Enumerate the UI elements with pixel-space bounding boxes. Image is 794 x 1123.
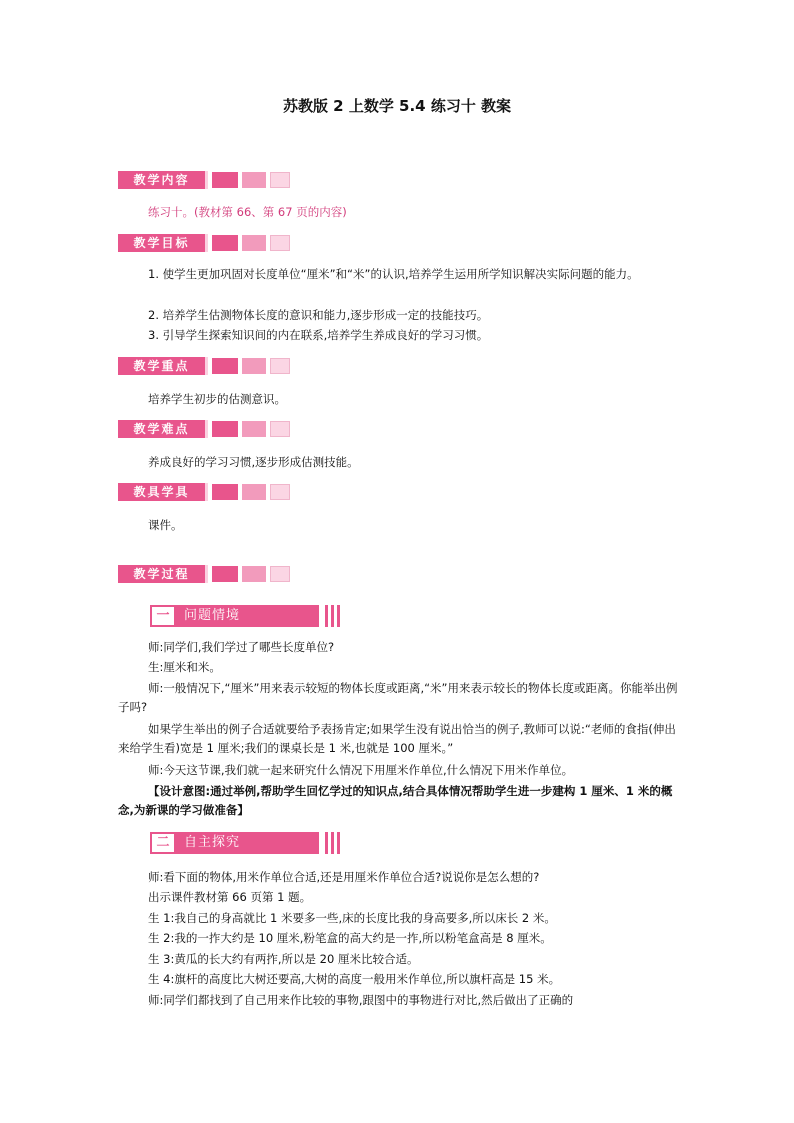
decor-square <box>212 358 238 374</box>
dialog-line: 师:同学们都找到了自己用来作比较的事物,跟图中的事物进行对比,然后做出了正确的 <box>148 993 574 1007</box>
difficulty-text: 养成良好的学习习惯,逐步形成估测技能。 <box>148 455 359 469</box>
decor-square <box>242 358 266 374</box>
section-header-process <box>118 564 290 584</box>
decor-square <box>270 421 290 437</box>
section-header-difficulty <box>118 419 290 439</box>
subsection-number: 一 <box>150 605 176 627</box>
section-label: 教具学具 <box>118 483 208 501</box>
decor-square <box>242 566 266 582</box>
dialog-line: 生 2:我的一拃大约是 10 厘米,粉笔盒的高大约是一拃,所以粉笔盒高是 8 厘米。 <box>148 931 552 945</box>
decor-square <box>212 235 238 251</box>
decor-square <box>242 421 266 437</box>
key-text: 培养学生初步的估测意识。 <box>148 392 286 406</box>
goal-item: 3. 引导学生探索知识间的内在联系,培养学生养成良好的学习习惯。 <box>148 328 489 342</box>
decor-square <box>242 484 266 500</box>
dialog-line: 生:厘米和米。 <box>148 660 221 674</box>
section-label: 教学重点 <box>118 357 208 375</box>
section-label: 教学难点 <box>118 420 208 438</box>
subsection-label: 自主探究 <box>176 832 319 854</box>
section-header-key <box>118 356 290 376</box>
design-intent: 【设计意图:通过举例,帮助学生回忆学过的知识点,结合具体情况帮助学生进一步建构 1 厘米、1 米的概念,为新课的学习做准备】 <box>118 784 673 817</box>
decor-square <box>212 172 238 188</box>
decor-square <box>242 235 266 251</box>
dialog-line: 师:同学们,我们学过了哪些长度单位? <box>148 640 335 654</box>
goal-item: 1. 使学生更加巩固对长度单位“厘米”和“米”的认识,培养学生运用所学知识解决实际问题的能力。 <box>148 267 639 281</box>
decor-square <box>270 566 290 582</box>
subsection-label: 问题情境 <box>176 605 319 627</box>
dialog-line: 生 1:我自己的身高就比 1 米要多一些,床的长度比我的身高要多,所以床长 2 米。 <box>148 911 556 925</box>
section-label: 教学过程 <box>118 565 208 583</box>
dialog-line: 生 3:黄瓜的长大约有两拃,所以是 20 厘米比较合适。 <box>148 952 419 966</box>
dialog-line: 生 4:旗杆的高度比大树还要高,大树的高度一般用米作单位,所以旗杆高是 15 米。 <box>148 972 561 986</box>
goal-item: 2. 培养学生估测物体长度的意识和能力,逐步形成一定的技能技巧。 <box>148 308 489 322</box>
decor-square <box>270 172 290 188</box>
section-header-goals <box>118 233 290 253</box>
decor-square <box>270 235 290 251</box>
subsection-number: 二 <box>150 832 176 854</box>
dialog-line: 如果学生举出的例子合适就要给予表扬肯定;如果学生没有说出恰当的例子,教师可以说:“老师的食指(伸出来给学生看)宽是 1 厘米;我们的课桌长是 1 米,也就是 100 厘米。” <box>118 722 676 755</box>
subsection-header-explore <box>150 832 340 854</box>
document-title: 苏教版 2 上数学 5.4 练习十 教案 <box>282 97 512 115</box>
content-text: 练习十。(教材第 66、第 67 页的内容) <box>148 205 347 219</box>
decor-square <box>212 566 238 582</box>
dialog-line: 师:今天这节课,我们就一起来研究什么情况下用厘米作单位,什么情况下用米作单位。 <box>148 763 574 777</box>
dialog-line: 师:看下面的物体,用米作单位合适,还是用厘米作单位合适?说说你是怎么想的? <box>148 870 540 884</box>
decor-square <box>242 172 266 188</box>
subsection-header-problem <box>150 605 340 627</box>
decor-stripes <box>322 605 340 627</box>
section-label: 教学目标 <box>118 234 208 252</box>
section-header-content <box>118 170 290 190</box>
tools-text: 课件。 <box>148 518 183 532</box>
dialog-line: 师:一般情况下,“厘米”用来表示较短的物体长度或距离,“米”用来表示较长的物体长度或距离。你能举出例子吗? <box>118 681 678 714</box>
decor-square <box>212 421 238 437</box>
decor-square <box>270 484 290 500</box>
decor-square <box>270 358 290 374</box>
decor-square <box>212 484 238 500</box>
section-header-tools <box>118 482 290 502</box>
dialog-line: 出示课件教材第 66 页第 1 题。 <box>148 890 312 904</box>
section-label: 教学内容 <box>118 171 208 189</box>
decor-stripes <box>322 832 340 854</box>
